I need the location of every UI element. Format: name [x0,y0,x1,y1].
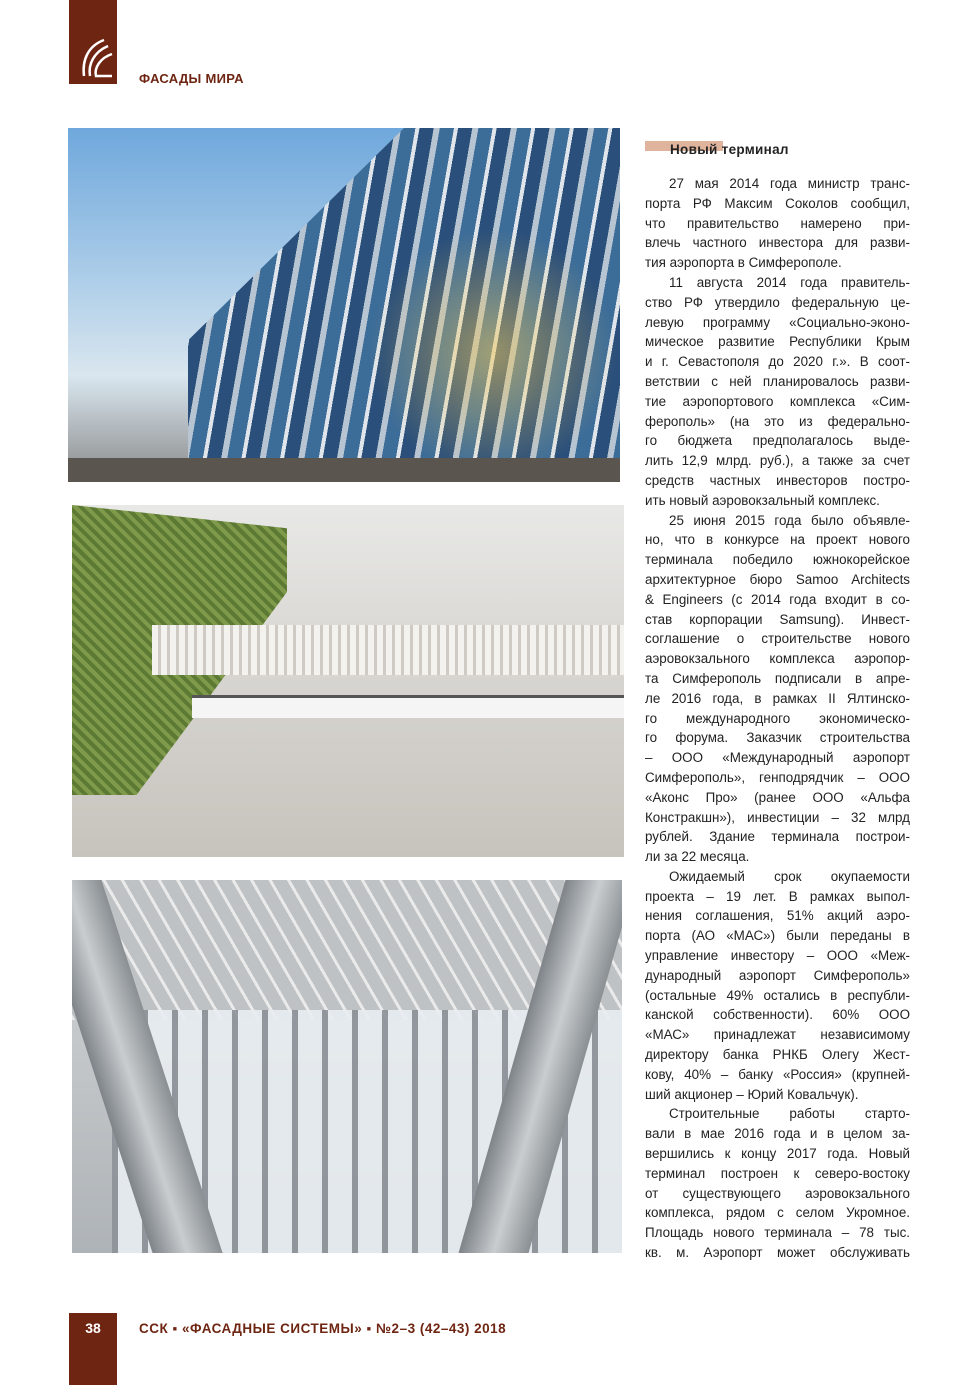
article-column [645,140,910,1263]
text-line: аэровокзального комплекса аэропор- [645,651,910,667]
publication-logo-icon [74,36,114,80]
text-line: но, что в конкурсе на проект нового [645,532,910,548]
text-line: средств частных инвесторов постро- [645,472,910,488]
text-line: Строительные работы старто- [669,1106,910,1122]
text-line: соглашение о строительстве нового [645,631,910,647]
publication-footer: ССК ▪ «ФАСАДНЫЕ СИСТЕМЫ» ▪ №2–3 (42–43) 2018 [139,1321,507,1336]
text-line: 25 июня 2015 года было объявле- [669,512,910,528]
text-line: вали в мае 2016 года и в целом за- [645,1126,910,1142]
text-line: и г. Севастополя до 2020 г.». В соот- [645,354,910,370]
text-line: проекта – 19 лет. В рамках выпол- [645,888,910,904]
text-line: ить новый аэровокзальный комплекс. [645,492,880,508]
text-line: (остальные 49% остались в республи- [645,987,910,1003]
text-line: ветствии с ней планировалось разви- [645,373,910,389]
text-line: терминал построен к северо-востоку [645,1165,910,1181]
text-line: управление инвестору – ООО «Меж- [645,948,910,964]
text-line: Констракшн»), инвестиции – 32 млрд [645,809,910,825]
text-line: тия аэропорта в Симферополе. [645,255,842,271]
photo-terminal-facade [68,128,620,482]
text-line: 27 мая 2014 года министр транс- [669,176,910,191]
text-line: порта РФ Максим Соколов сообщил, [645,195,910,211]
text-line: директору банка РНКБ Олегу Жест- [645,1047,910,1063]
text-line: кв. м. Аэропорт может обслуживать [645,1245,910,1261]
text-line: тие аэропортового комплекса «Сим- [645,393,910,409]
text-line: мическое развитие Республики Крым [645,334,910,350]
article-headline: Новый терминал [670,142,789,157]
article-paragraph [645,1104,910,1262]
text-line: ший акционер – Юрий Ковальчук). [645,1086,859,1102]
photo-glass-wall-columns [72,880,622,1253]
text-line: дународный аэропорт Симферополь» [645,967,910,983]
text-line: влечь частного инвестора для разви- [645,235,910,251]
text-line: кову, 40% – банку «Россия» (крупней- [645,1066,910,1082]
article-paragraph [645,174,910,273]
text-line: го международного экономическо- [645,710,910,726]
text-line: терминала победило южнокорейское [645,552,910,568]
text-line: Площадь нового терминала – 78 тыс. [645,1225,910,1241]
text-line: «МАС» принадлежат независимому [645,1027,910,1043]
text-line: «Аконс Про» (ранее ООО «Альфа [645,789,910,805]
text-line: левую программу «Социально-эконо- [645,314,910,330]
text-line: ферополь» (на это из федерально- [645,413,910,429]
text-line: Симферополь», генподрядчик – ООО [645,769,910,785]
text-line: что правительство намерено при- [645,215,910,231]
text-line: 11 августа 2014 года правитель- [669,274,910,290]
text-line: канской собственности). 60% ООО [645,1007,910,1023]
text-line: порта (АО «МАС») были переданы в [645,928,910,944]
text-line: го форума. Заказчик строительства [645,730,910,746]
text-line: ли за 22 месяца. [645,849,750,865]
photo-terminal-hall [72,505,624,857]
text-line: ство РФ утвердило федеральную це- [645,294,910,310]
section-title: ФАСАДЫ МИРА [139,71,244,86]
text-line: вершились к концу 2017 года. Новый [645,1146,910,1162]
text-line: став корпорации Samsung). Инвест- [645,611,910,627]
text-line: рублей. Здание терминала построи- [645,829,910,845]
article-paragraph [645,511,910,867]
text-line: – ООО «Международный аэропорт [645,750,910,766]
text-line: нения соглашения, 51% акций аэро- [645,908,910,924]
page-number: 38 [85,1320,101,1336]
text-line: & Engineers (с 2014 года входит в со- [645,591,910,607]
text-line: лить 12,9 млрд. руб.), а также за счет [645,453,910,469]
text-line: го бюджета предполагалось выде- [645,433,910,449]
text-line: комплекса, рядом с селом Укромное. [645,1205,910,1221]
article-paragraph [645,273,910,511]
text-line: та Симферополь подписали в апре- [645,670,910,686]
article-paragraph [645,867,910,1105]
text-line: от существующего аэровокзального [645,1185,910,1201]
text-line: Ожидаемый срок окупаемости [669,868,910,884]
text-line: архитектурное бюро Samoo Architects [645,571,910,587]
text-line: ле 2016 года, в рамках II Ялтинско- [645,690,910,706]
